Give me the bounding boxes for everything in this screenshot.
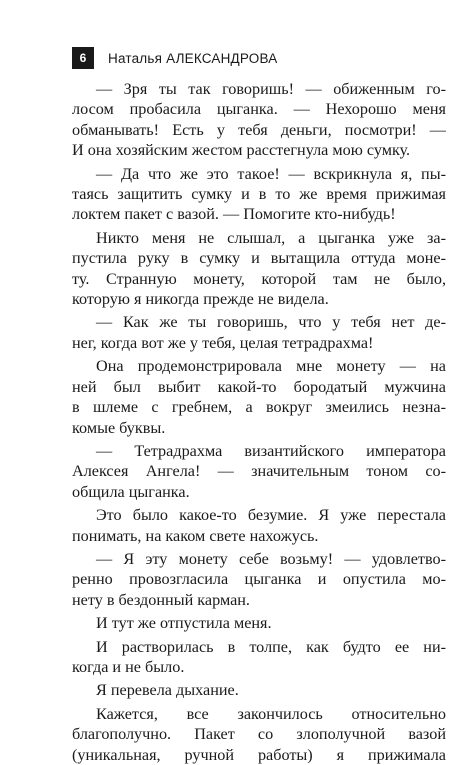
text-line: комые буквы. [72, 418, 166, 437]
text-line: — Зря ты так говоришь! — обиженным го- [96, 80, 446, 98]
paragraph [72, 228, 446, 310]
text-line: ту. Странную монету, которой там не было, [72, 269, 446, 288]
text-line: общила цыганка. [72, 482, 190, 501]
running-head-author: Наталья АЛЕКСАНДРОВА [108, 50, 278, 66]
text-line: Алексея Ангела! — значительным тоном со- [72, 462, 446, 481]
text-line: И растворилась в толпе, как будто ее ни- [96, 637, 446, 656]
paragraph [72, 79, 446, 161]
text-line: в шлеме с гребнем, а вокруг змеились незна- [72, 398, 446, 417]
paragraph [72, 680, 446, 700]
text-line: локтем пакет с вазой. — Помогите кто-нибудь! [72, 205, 396, 224]
running-header [72, 48, 277, 68]
paragraph [72, 441, 446, 502]
text-line: (уникальная, ручной работы) я прижимала [72, 745, 446, 764]
paragraph [72, 164, 446, 225]
paragraph [72, 312, 446, 353]
text-line: И тут же отпустила меня. [96, 614, 272, 633]
text-line: ренно провозгласила цыганка и опустила мо- [72, 570, 446, 589]
text-line: ней был выбит какой-то бородатый мужчина [72, 377, 446, 396]
text-line: когда и не было. [72, 657, 185, 676]
text-line: Я перевела дыхание. [96, 681, 239, 700]
paragraph [72, 704, 446, 765]
paragraph [72, 613, 446, 633]
text-line: Никто меня не слышал, а цыганка уже за- [96, 228, 446, 247]
text-line: таясь защитить сумку и в то же время прижимая [72, 185, 446, 204]
text-line: Кажется, все закончилось относительно [96, 704, 446, 723]
text-line: которую я никогда прежде не видела. [72, 290, 329, 309]
text-line: пустила руку в сумку и вытащила оттуда моне- [72, 249, 446, 268]
text-line: лосом пробасила цыганка. — Нехорошо меня [72, 100, 446, 119]
page-number: 6 [72, 47, 94, 69]
text-line: нег, когда вот же у тебя, целая тетрадрахма! [72, 333, 374, 352]
text-line: — Тетрадрахма византийского императора [96, 441, 446, 460]
body-text [72, 79, 446, 765]
text-line: — Как же ты говоришь, что у тебя нет де- [96, 313, 446, 332]
paragraph [72, 356, 446, 438]
text-line: благополучно. Пакет со злополучной вазой [72, 725, 446, 744]
text-line: — Я эту монету себе возьму! — удовлетво- [96, 549, 446, 568]
text-line: Она продемонстрировала мне монету — на [96, 357, 446, 376]
paragraph [72, 637, 446, 678]
text-line: понимать, на каком свете нахожусь. [72, 526, 319, 545]
paragraph [72, 505, 446, 546]
paragraph [72, 549, 446, 610]
text-line: нету в бездонный карман. [72, 590, 250, 609]
text-line: — Да что же это такое! — вскрикнула я, пы- [96, 164, 446, 183]
text-line: Это было какое-то безумие. Я уже перестала [96, 506, 446, 525]
text-line: обманывать! Есть у тебя деньги, посмотри! — [72, 120, 446, 139]
text-line: И она хозяйским жестом расстегнула мою сумку. [72, 141, 411, 160]
